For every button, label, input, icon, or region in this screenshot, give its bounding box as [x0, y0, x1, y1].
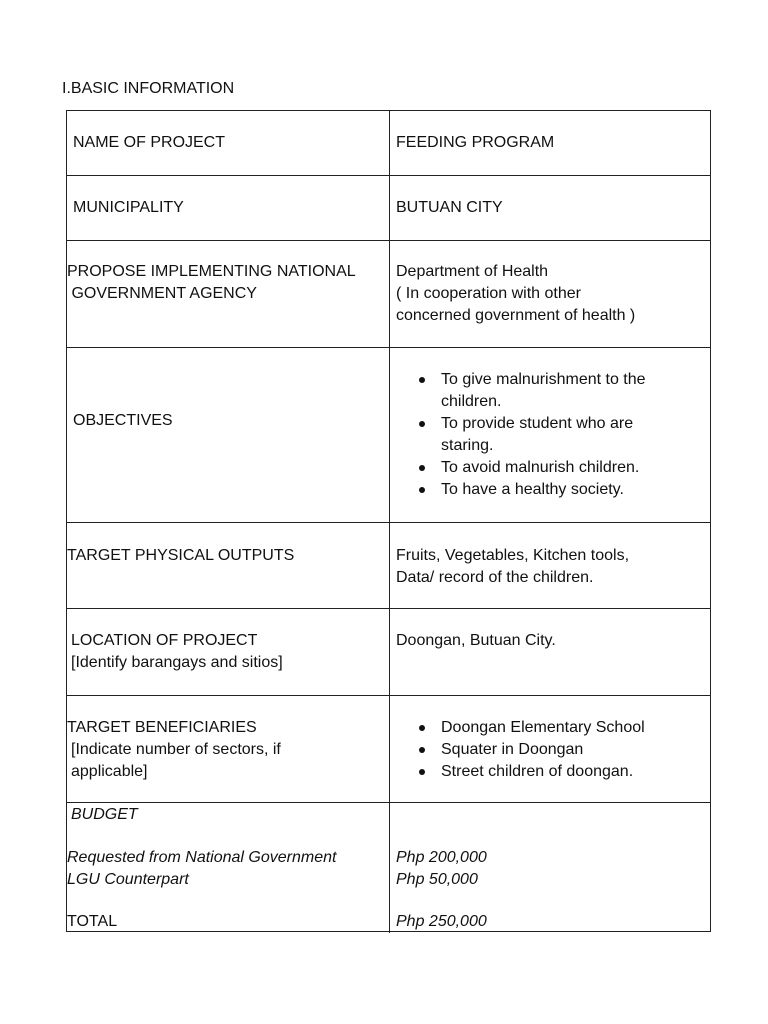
- bullet-icon: [419, 465, 425, 471]
- bullet-icon: [419, 747, 425, 753]
- section-heading: I.BASIC INFORMATION: [62, 80, 235, 97]
- objective-text: To have a healthy society.: [441, 481, 624, 498]
- budget-national-value: Php 200,000: [396, 849, 487, 866]
- outputs-value: [396, 545, 629, 589]
- objective-text: To provide student who are: [441, 415, 634, 432]
- agency-label-line: PROPOSE IMPLEMENTING NATIONAL: [67, 263, 356, 280]
- objectives-label: OBJECTIVES: [73, 412, 173, 429]
- row-target-outputs: [67, 523, 710, 609]
- budget-total-label: TOTAL: [67, 913, 118, 930]
- budget-title: BUDGET: [71, 806, 138, 823]
- column-divider: [389, 609, 390, 695]
- municipality-value: BUTUAN CITY: [396, 199, 503, 216]
- row-municipality: [67, 176, 710, 241]
- row-project-name: [67, 111, 710, 176]
- row-beneficiaries: [67, 696, 710, 803]
- agency-value-line: ( In cooperation with other: [396, 285, 581, 302]
- objective-text: children.: [441, 393, 502, 410]
- objectives-list: [396, 369, 646, 501]
- agency-label: [67, 261, 356, 305]
- budget-total-value: Php 250,000: [396, 913, 487, 930]
- agency-value: [396, 261, 635, 327]
- column-divider: [389, 111, 390, 175]
- project-name-value: FEEDING PROGRAM: [396, 134, 555, 151]
- beneficiary-text: Squater in Doongan: [441, 741, 584, 758]
- agency-value-line: Department of Health: [396, 263, 549, 280]
- bullet-icon: [419, 725, 425, 731]
- agency-label-line: GOVERNMENT AGENCY: [67, 285, 257, 302]
- objective-text: To give malnurishment to the: [441, 371, 646, 388]
- project-name-label: NAME OF PROJECT: [73, 134, 226, 151]
- budget-lgu-value: Php 50,000: [396, 871, 478, 888]
- agency-value-line: concerned government of health ): [396, 307, 636, 324]
- row-objectives: [67, 348, 710, 523]
- budget-national-label: Requested from National Government: [67, 849, 337, 866]
- beneficiaries-list: [396, 717, 645, 783]
- list-item: [396, 413, 646, 457]
- beneficiaries-label-line: TARGET BENEFICIARIES: [67, 719, 257, 736]
- location-label: [71, 630, 283, 674]
- beneficiaries-label-line: applicable]: [71, 763, 148, 780]
- column-divider: [389, 803, 390, 933]
- list-item: [396, 761, 645, 783]
- beneficiaries-label: [67, 717, 281, 783]
- list-item: [396, 457, 646, 479]
- beneficiary-text: Street children of doongan.: [441, 763, 634, 780]
- list-item: [396, 717, 645, 739]
- location-value: Doongan, Butuan City.: [396, 632, 556, 649]
- location-label-line: [Identify barangays and sitios]: [71, 654, 283, 671]
- bullet-icon: [419, 769, 425, 775]
- municipality-label: MUNICIPALITY: [73, 199, 184, 216]
- basic-information-table: [66, 110, 711, 932]
- bullet-icon: [419, 377, 425, 383]
- outputs-value-line: Data/ record of the children.: [396, 569, 594, 586]
- list-item: [396, 739, 645, 761]
- row-location: [67, 609, 710, 696]
- column-divider: [389, 523, 390, 608]
- beneficiaries-label-line: [Indicate number of sectors, if: [71, 741, 281, 758]
- beneficiary-text: Doongan Elementary School: [441, 719, 645, 736]
- column-divider: [389, 696, 390, 802]
- bullet-icon: [419, 487, 425, 493]
- bullet-icon: [419, 421, 425, 427]
- objective-text: To avoid malnurish children.: [441, 459, 640, 476]
- column-divider: [389, 176, 390, 240]
- outputs-value-line: Fruits, Vegetables, Kitchen tools,: [396, 547, 630, 564]
- outputs-label: TARGET PHYSICAL OUTPUTS: [67, 547, 295, 564]
- column-divider: [389, 241, 390, 347]
- list-item: [396, 479, 646, 501]
- row-implementing-agency: [67, 241, 710, 348]
- budget-lgu-label: LGU Counterpart: [67, 871, 189, 888]
- row-budget: [67, 803, 710, 933]
- column-divider: [389, 348, 390, 522]
- list-item: [396, 369, 646, 413]
- location-label-line: LOCATION OF PROJECT: [71, 632, 258, 649]
- objective-text: staring.: [441, 437, 494, 454]
